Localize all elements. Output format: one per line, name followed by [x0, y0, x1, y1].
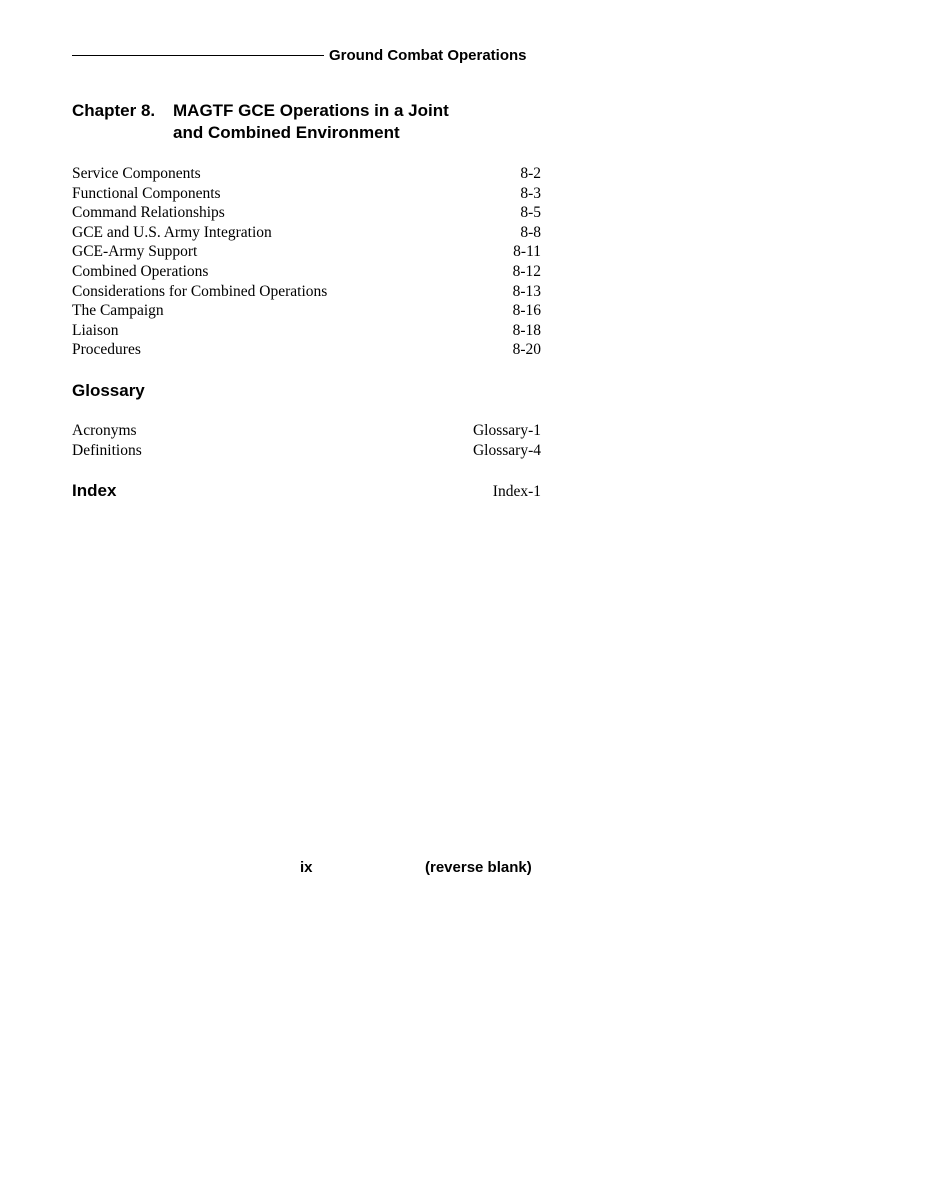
glossary-toc-list: [72, 421, 541, 460]
toc-entry-title: GCE-Army Support: [72, 243, 198, 261]
toc-entry-page: 8-20: [512, 341, 541, 359]
toc-entry[interactable]: [72, 301, 541, 321]
toc-entry-title: Functional Components: [72, 184, 221, 202]
toc-entry[interactable]: [72, 282, 541, 302]
chapter-title-line1: MAGTF GCE Operations in a Joint: [173, 101, 449, 120]
toc-entry-page: Glossary-4: [472, 441, 541, 459]
toc-entry-page: 8-11: [513, 243, 541, 261]
chapter-toc-list: [72, 164, 541, 360]
toc-entry-title: Procedures: [72, 341, 141, 359]
toc-entry-title: Liaison: [72, 321, 119, 339]
toc-entry-title: Command Relationships: [72, 204, 225, 222]
toc-entry-page: 8-3: [520, 184, 541, 202]
running-header-title: Ground Combat Operations: [329, 47, 527, 64]
toc-entry-page: 8-12: [512, 262, 541, 280]
toc-entry[interactable]: [72, 441, 541, 461]
footer-page-number: ix: [300, 859, 313, 876]
chapter-heading: [72, 100, 449, 144]
index-page-ref: Index-1: [492, 483, 541, 500]
toc-entry-title: Definitions: [72, 441, 142, 459]
toc-entry[interactable]: [72, 223, 541, 243]
toc-entry[interactable]: [72, 262, 541, 282]
toc-entry-page: 8-13: [512, 282, 541, 300]
toc-entry-page: 8-16: [512, 302, 541, 320]
toc-entry-title: Considerations for Combined Operations: [72, 282, 328, 300]
chapter-title-line2: and Combined Environment: [173, 123, 400, 142]
toc-entry-title: Service Components: [72, 165, 201, 182]
index-heading[interactable]: Index: [72, 481, 117, 500]
toc-entry[interactable]: [72, 340, 541, 360]
chapter-number: Chapter 8.: [72, 101, 156, 120]
glossary-heading: Glossary: [72, 381, 145, 400]
toc-entry[interactable]: [72, 321, 541, 341]
toc-entry[interactable]: [72, 203, 541, 223]
toc-entry-title: Acronyms: [72, 422, 137, 439]
toc-entry-title: The Campaign: [72, 302, 164, 320]
toc-entry[interactable]: [72, 242, 541, 262]
toc-entry[interactable]: [72, 164, 541, 184]
header-rule: [72, 55, 324, 56]
toc-entry[interactable]: [72, 421, 541, 441]
toc-entry-page: Glossary-1: [472, 422, 541, 439]
toc-entry-page: 8-8: [520, 223, 541, 241]
toc-entry-title: GCE and U.S. Army Integration: [72, 223, 272, 241]
toc-entry-title: Combined Operations: [72, 262, 209, 280]
toc-entry[interactable]: [72, 184, 541, 204]
footer-reverse-blank-note: (reverse blank): [425, 859, 532, 876]
toc-entry-page: 8-2: [520, 165, 541, 182]
toc-entry-page: 8-5: [520, 204, 541, 222]
toc-entry-page: 8-18: [512, 321, 541, 339]
